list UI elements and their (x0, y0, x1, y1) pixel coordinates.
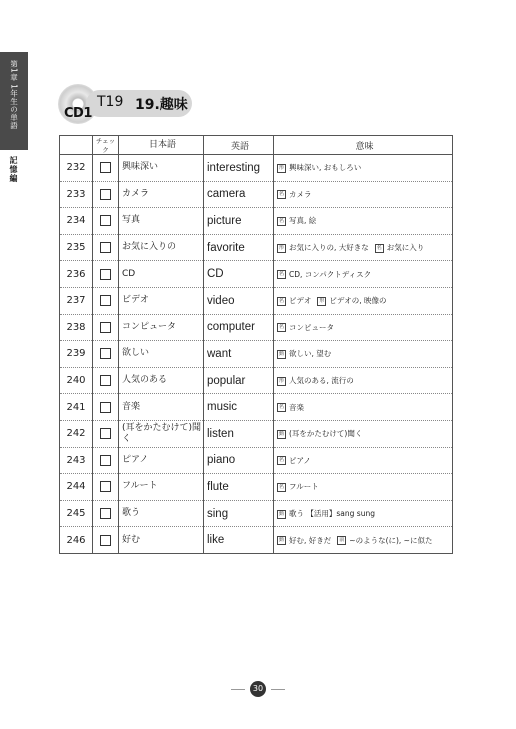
meaning-cell (274, 181, 453, 208)
page-title: 19.趣味 (135, 97, 188, 113)
meaning-text: コンピュータ (289, 322, 334, 332)
check-cell (93, 208, 119, 235)
japanese-word: 写真 (119, 208, 204, 235)
part-of-speech-badge: 動 (278, 537, 284, 544)
english-word: like (204, 527, 274, 554)
check-cell (93, 287, 119, 314)
english-word: camera (204, 181, 274, 208)
meaning-text: カメラ (289, 189, 312, 199)
meaning-cell (274, 208, 453, 235)
japanese-word: コンピュータ (119, 314, 204, 341)
track-code: T19 (97, 94, 124, 110)
japanese-word: フルート (119, 474, 204, 501)
word-number: 239 (60, 341, 93, 368)
english-word: computer (204, 314, 274, 341)
word-number: 236 (60, 261, 93, 288)
meaning-text: フルート (289, 482, 319, 492)
japanese-word: 音楽 (119, 394, 204, 421)
check-cell (93, 500, 119, 527)
part-of-speech-badge: 名 (278, 457, 284, 464)
part-of-speech-badge: 動 (278, 510, 284, 517)
word-number: 246 (60, 527, 93, 554)
meaning-text: 欲しい, 望む (289, 349, 332, 359)
check-cell (93, 314, 119, 341)
japanese-word: 欲しい (119, 341, 204, 368)
meaning-text: 好む, 好きだ (289, 535, 332, 545)
word-number: 234 (60, 208, 93, 235)
check-cell (93, 367, 119, 394)
meaning-cell (274, 261, 453, 288)
meaning-text: 音楽 (289, 402, 304, 412)
checkbox[interactable] (100, 508, 111, 519)
meaning-cell (274, 527, 453, 554)
meaning-cell (274, 367, 453, 394)
japanese-word: 歌う (119, 500, 204, 527)
part-of-speech-badge: 形 (278, 164, 284, 171)
word-number: 243 (60, 447, 93, 474)
english-word: popular (204, 367, 274, 394)
japanese-word: ビデオ (119, 287, 204, 314)
english-word: favorite (204, 234, 274, 261)
part-of-speech-badge: 名 (376, 244, 382, 251)
chapter-tab (0, 52, 28, 150)
check-cell (93, 394, 119, 421)
english-word: piano (204, 447, 274, 474)
table-row (60, 234, 453, 261)
meaning-text: お気に入りの, 大好きな (289, 243, 369, 253)
english-word: want (204, 341, 274, 368)
vocab-table (59, 135, 453, 554)
check-cell (93, 474, 119, 501)
japanese-word: カメラ (119, 181, 204, 208)
part-of-speech-badge: 動 (278, 430, 284, 437)
part-of-speech-badge: 名 (278, 404, 284, 411)
chapter-label: 第1章 1年生の単語 (9, 60, 19, 130)
page-number: 30 (250, 681, 266, 697)
header-meaning: 意味 (274, 136, 453, 155)
meaning-text: ビデオ (289, 296, 312, 306)
part-of-speech-badge: 名 (278, 217, 284, 224)
cd-label: CD1 (64, 106, 92, 121)
meaning-cell (274, 474, 453, 501)
footer-rule-right (271, 689, 285, 690)
meaning-text: CD, コンパクトディスク (289, 269, 372, 279)
meaning-cell (274, 314, 453, 341)
part-of-speech-badge: 動 (278, 350, 284, 357)
meaning-cell (274, 447, 453, 474)
check-cell (93, 261, 119, 288)
meaning-text: ピアノ (289, 455, 311, 465)
table-row (60, 287, 453, 314)
checkbox[interactable] (100, 215, 111, 226)
part-of-speech-badge: 形 (319, 297, 325, 304)
meaning-text: 写真, 絵 (289, 216, 317, 226)
header-japanese: 日本語 (119, 136, 204, 155)
checkbox[interactable] (100, 269, 111, 280)
part-of-speech-badge: 前 (339, 537, 345, 544)
meaning-text: 歌う 【活用】sang sung (289, 509, 375, 519)
table-row (60, 500, 453, 527)
check-cell (93, 420, 119, 447)
table-row (60, 527, 453, 554)
checkbox[interactable] (100, 455, 111, 466)
japanese-word: ピアノ (119, 447, 204, 474)
check-cell (93, 234, 119, 261)
table-row (60, 341, 453, 368)
part-of-speech-badge: 形 (278, 377, 284, 384)
table-row (60, 155, 453, 182)
part-of-speech-badge: 名 (278, 483, 284, 490)
word-number: 240 (60, 367, 93, 394)
checkbox[interactable] (100, 162, 111, 173)
japanese-word: CD (119, 261, 204, 288)
meaning-cell (274, 394, 453, 421)
table-row (60, 181, 453, 208)
meaning-cell (274, 287, 453, 314)
word-number: 232 (60, 155, 93, 182)
checkbox[interactable] (100, 242, 111, 253)
english-word: flute (204, 474, 274, 501)
checkbox[interactable] (100, 535, 111, 546)
footer-rule-left (231, 689, 245, 690)
word-number: 242 (60, 420, 93, 447)
check-cell (93, 341, 119, 368)
english-word: CD (204, 261, 274, 288)
header-english: 英語 (204, 136, 274, 155)
word-number: 244 (60, 474, 93, 501)
check-cell (93, 527, 119, 554)
part-of-speech-badge: 名 (278, 297, 284, 304)
word-number: 238 (60, 314, 93, 341)
meaning-cell (274, 234, 453, 261)
meaning-text: (耳をかたむけて)聞く (289, 429, 363, 439)
meaning-cell (274, 500, 453, 527)
checkbox[interactable] (100, 375, 111, 386)
checkbox[interactable] (100, 428, 111, 439)
japanese-word: 人気のある (119, 367, 204, 394)
meaning-text: お気に入り (386, 243, 425, 253)
table-row (60, 208, 453, 235)
word-number: 241 (60, 394, 93, 421)
header-check: チェック (93, 136, 119, 155)
check-cell (93, 155, 119, 182)
table-row (60, 367, 453, 394)
table-row (60, 447, 453, 474)
meaning-text: ~のような(に), ~に似た (349, 535, 433, 545)
japanese-word: (耳をかたむけて)聞く (119, 420, 204, 447)
english-word: sing (204, 500, 274, 527)
japanese-word: お気に入りの (119, 234, 204, 261)
table-row (60, 261, 453, 288)
word-number: 235 (60, 234, 93, 261)
table-row (60, 474, 453, 501)
english-word: music (204, 394, 274, 421)
checkbox[interactable] (100, 481, 111, 492)
header-number (60, 136, 93, 155)
table-row (60, 394, 453, 421)
section-label: 記憶編 (9, 156, 18, 183)
meaning-text: ビデオの, 映像の (329, 296, 387, 306)
meaning-text: 興味深い, おもしろい (289, 163, 362, 173)
japanese-word: 好む (119, 527, 204, 554)
table-header-row (60, 136, 453, 155)
checkbox[interactable] (100, 348, 111, 359)
part-of-speech-badge: 名 (278, 191, 284, 198)
english-word: listen (204, 420, 274, 447)
english-word: interesting (204, 155, 274, 182)
word-number: 245 (60, 500, 93, 527)
english-word: picture (204, 208, 274, 235)
japanese-word: 興味深い (119, 155, 204, 182)
word-number: 233 (60, 181, 93, 208)
table-row (60, 420, 453, 447)
meaning-cell (274, 341, 453, 368)
vocab-body (60, 155, 453, 554)
table-row (60, 314, 453, 341)
english-word: video (204, 287, 274, 314)
checkbox[interactable] (100, 295, 111, 306)
checkbox[interactable] (100, 189, 111, 200)
meaning-text: 人気のある, 流行の (289, 376, 354, 386)
part-of-speech-badge: 名 (278, 324, 284, 331)
checkbox[interactable] (100, 322, 111, 333)
check-cell (93, 181, 119, 208)
checkbox[interactable] (100, 402, 111, 413)
word-number: 237 (60, 287, 93, 314)
meaning-cell (274, 155, 453, 182)
part-of-speech-badge: 形 (278, 244, 284, 251)
part-of-speech-badge: 名 (278, 271, 284, 278)
check-cell (93, 447, 119, 474)
meaning-cell (274, 420, 453, 447)
